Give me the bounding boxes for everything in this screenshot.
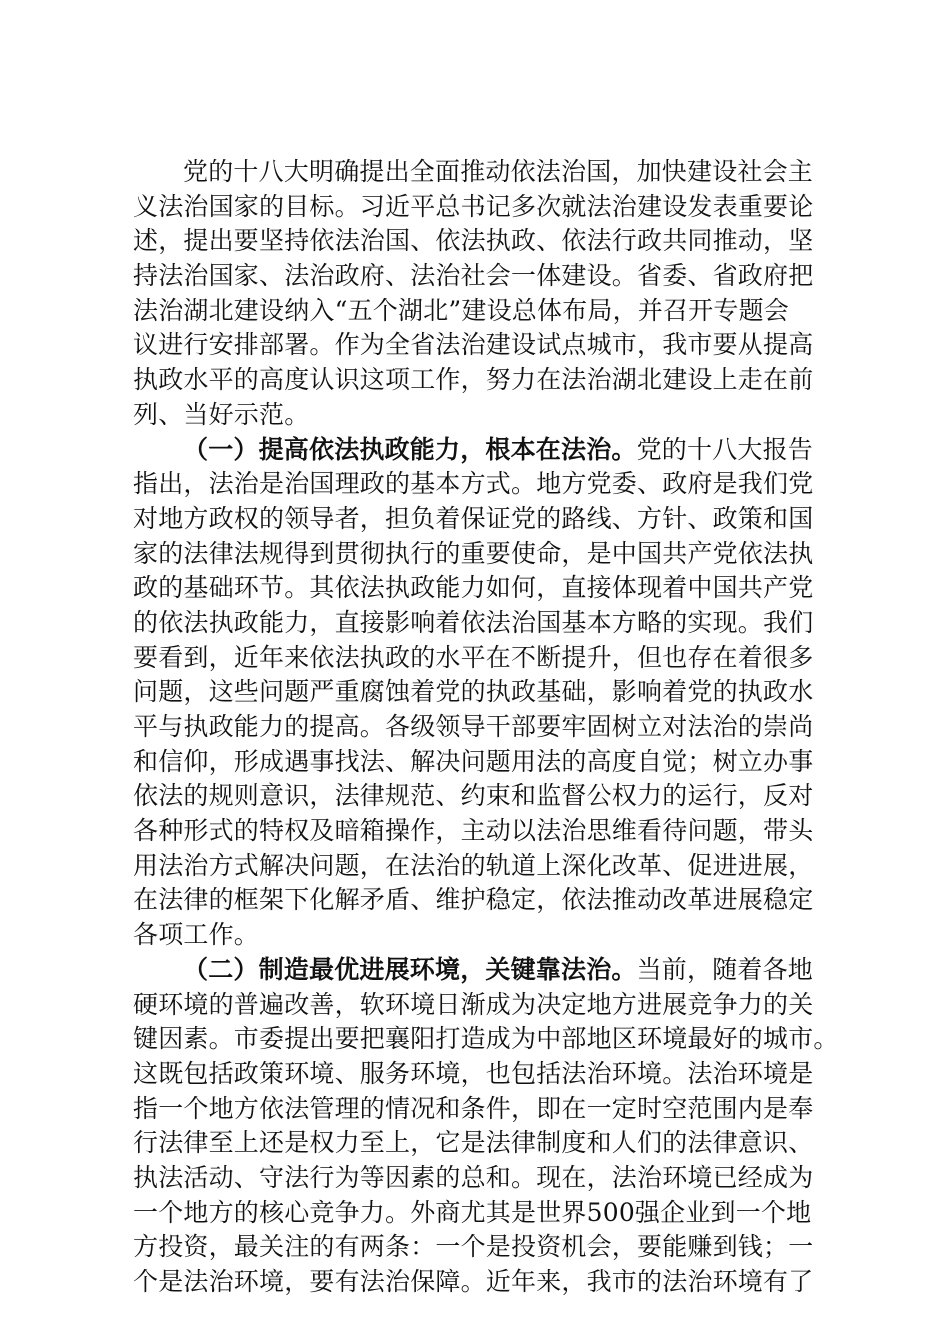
text-line: 依法的规则意识，法律规范、约束和监督公权力的运行，反对 xyxy=(133,781,814,811)
text-line: 指一个地方依法管理的情况和条件，即在一定时空范围内是奉 xyxy=(133,1093,814,1123)
text-line: 硬环境的普遍改善，软环境日渐成为决定地方进展竞争力的关 xyxy=(133,989,814,1019)
text-line: 执法活动、守法行为等因素的总和。现在，法治环境已经成为 xyxy=(133,1162,814,1192)
text-line: 个是法治环境，要有法治保障。近年来，我市的法治环境有了 xyxy=(133,1267,814,1296)
document-body xyxy=(133,155,839,1300)
text-line: 和信仰，形成遇事找法、解决问题用法的高度自觉；树立办事 xyxy=(133,746,814,776)
text-line: 平与执政能力的提高。各级领导干部要牢固树立对法治的崇尚 xyxy=(133,712,814,741)
text-line: 对地方政权的领导者，担负着保证党的路线、方针、政策和国 xyxy=(133,503,814,533)
text-line: 持法治国家、法治政府、法治社会一体建设。省委、省政府把 xyxy=(133,261,814,291)
section-two-paragraph xyxy=(133,953,839,1300)
text-line: 在法律的框架下化解矛盾、维护稳定，依法推动改革进展稳定 xyxy=(133,885,814,915)
section-two-first-line xyxy=(133,953,833,988)
text-line: 方投资，最关注的有两条：一个是投资机会，要能赚到钱；一 xyxy=(133,1232,814,1262)
text-line: 这既包括政策环境、服务环境，也包括法治环境。法治环境是 xyxy=(133,1058,814,1088)
text-line: 指出，法治是治国理政的基本方式。地方党委、政府是我们党 xyxy=(133,469,814,499)
section-one-heading: （一）提高依法执政能力，根本在法治。 xyxy=(183,434,637,464)
text-line: 要看到，近年来依法执政的水平在不断提升，但也存在着很多 xyxy=(133,642,814,672)
text-line: 键因素。市委提出要把襄阳打造成为中部地区环境最好的城市。 xyxy=(133,1024,839,1054)
text-line: 义法治国家的目标。习近平总书记多次就法治建设发表重要论 xyxy=(133,191,814,221)
text-line: 的依法执政能力，直接影响着依法治国基本方略的实现。我们 xyxy=(133,607,814,637)
text-line: 一个地方的核心竞争力。外商尤其是世界500强企业到一个地 xyxy=(133,1197,812,1227)
section-one-paragraph xyxy=(133,433,833,953)
text-line: 述，提出要坚持依法治国、依法执政、依法行政共同推动，坚 xyxy=(133,226,814,256)
section-two-heading: （二）制造最优进展环境，关键靠法治。 xyxy=(183,954,637,984)
text-line: 列、当好示范。 xyxy=(133,399,310,429)
section-one-lead-text: 党的十八大报告 xyxy=(636,434,814,464)
text-line: 执政水平的高度认识这项工作，努力在法治湖北建设上走在前 xyxy=(133,365,814,395)
text-line: 政的基础环节。其依法执政能力如何，直接体现着中国共产党 xyxy=(133,573,814,603)
text-line: 问题，这些问题严重腐蚀着党的执政基础，影响着党的执政水 xyxy=(133,677,814,707)
text-line: 家的法律法规得到贯彻执行的重要使命，是中国共产党依法执 xyxy=(133,538,814,568)
section-two-lead-text: 当前，随着各地 xyxy=(636,954,814,984)
intro-paragraph xyxy=(133,155,833,433)
text-line: 行法律至上还是权力至上，它是法律制度和人们的法律意识、 xyxy=(133,1128,814,1158)
text-line: 各种形式的特权及暗箱操作，主动以法治思维看待问题，带头 xyxy=(133,816,814,846)
text-line: 议进行安排部署。作为全省法治建设试点城市，我市要从提高 xyxy=(133,330,814,360)
text-line: 用法治方式解决问题，在法治的轨道上深化改革、促进进展， xyxy=(133,850,814,880)
text-line: 法治湖北建设纳入“五个湖北”建设总体布局，并召开专题会 xyxy=(133,295,789,325)
section-one-first-line xyxy=(133,433,833,468)
text-line: 各项工作。 xyxy=(133,920,260,950)
text-line: 党的十八大明确提出全面推动依法治国，加快建设社会主 xyxy=(183,157,814,186)
